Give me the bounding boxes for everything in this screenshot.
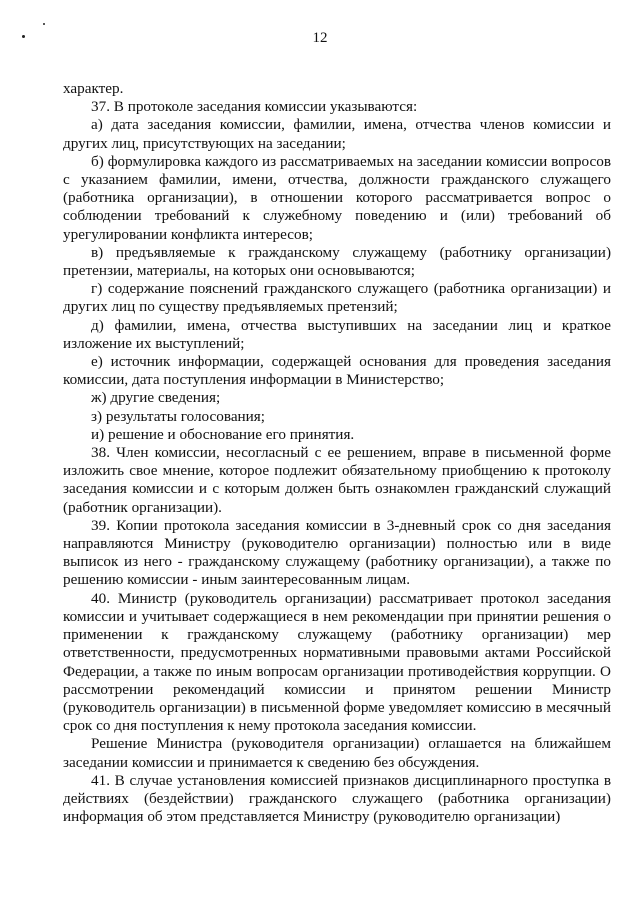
scan-speck xyxy=(43,23,45,25)
paragraph-37-g: г) содержание пояснений гражданского служащего (работника организации) и других лиц по существу предъявляемых претензий; xyxy=(63,280,611,316)
paragraph-37-e: е) источник информации, содержащей основания для проведения заседания комиссии, дата поступления информации в Министерство; xyxy=(63,353,611,389)
paragraph-37: 37. В протоколе заседания комиссии указываются: xyxy=(91,98,418,116)
page-number: 12 xyxy=(312,30,328,46)
paragraph-38: 38. Член комиссии, несогласный с ее решением, вправе в письменной форме изложить свое мнение, которое подлежит обязательному приобщению к протоколу заседания комиссии и с которым должен быть ознакомлен гражданский служащий (работник организации). xyxy=(63,444,611,516)
paragraph-37-d: д) фамилии, имена, отчества выступивших на заседании лиц и краткое изложение их выступлений; xyxy=(63,316,611,352)
paragraph-37-a: а) дата заседания комиссии, фамилии, имена, отчества членов комиссии и других лиц, присутствующих на заседании; xyxy=(63,116,611,152)
paragraph-37-v: в) предъявляемые к гражданскому служащему (работнику организации) претензии, материалы, на которых они основываются; xyxy=(63,243,611,280)
paragraph-39: 39. Копии протокола заседания комиссии в 3-дневный срок со дня заседания направляются Министру (руководителю организации) полностью или в виде выписок из него - гражданскому служащему (работнику организации), а также по решению комиссии - иным заинтересованным лицам. xyxy=(63,516,611,589)
paragraph-40-decision: Решение Министра (руководителя организации) оглашается на ближайшем заседании комиссии и принимается к сведению без обсуждения. xyxy=(63,735,611,771)
paragraph-37-zh: ж) другие сведения; xyxy=(91,389,221,407)
paragraph-40: 40. Министр (руководитель организации) рассматривает протокол заседания комиссии и учитывает содержащиеся в нем рекомендации при принятии решения о применении к гражданскому служащему (работнику организации) мер ответственности, предусмотренных нормативными правовыми актами Российской Федерации, а также по иным вопросам организации противодействия коррупции. О рассмотрении рекомендаций комиссии и принятом решении Министр (руководитель организации) в письменной форме уведомляет комиссию в месячный срок со дня поступления к нему протокола заседания комиссии. xyxy=(63,589,611,735)
paragraph-continuation: характер. xyxy=(63,80,124,97)
paragraph-37-b: б) формулировка каждого из рассматриваемых на заседании комиссии вопросов с указанием фамилии, имени, отчества, должности гражданского служащего (работника организации), в отношении которого рассматривается вопрос о соблюдении требований к служебному поведению и (или) требований об урегулировании конфликта интересов; xyxy=(63,152,611,243)
paragraph-41: 41. В случае установления комиссией признаков дисциплинарного проступка в действиях (бездействии) гражданского служащего (работника организации) информация об этом представляется Министру (руководителю организации) xyxy=(63,771,611,826)
document-body xyxy=(63,80,611,826)
paragraph-37-z: з) результаты голосования; xyxy=(91,407,266,425)
paragraph-37-i: и) решение и обоснование его принятия. xyxy=(91,425,355,443)
